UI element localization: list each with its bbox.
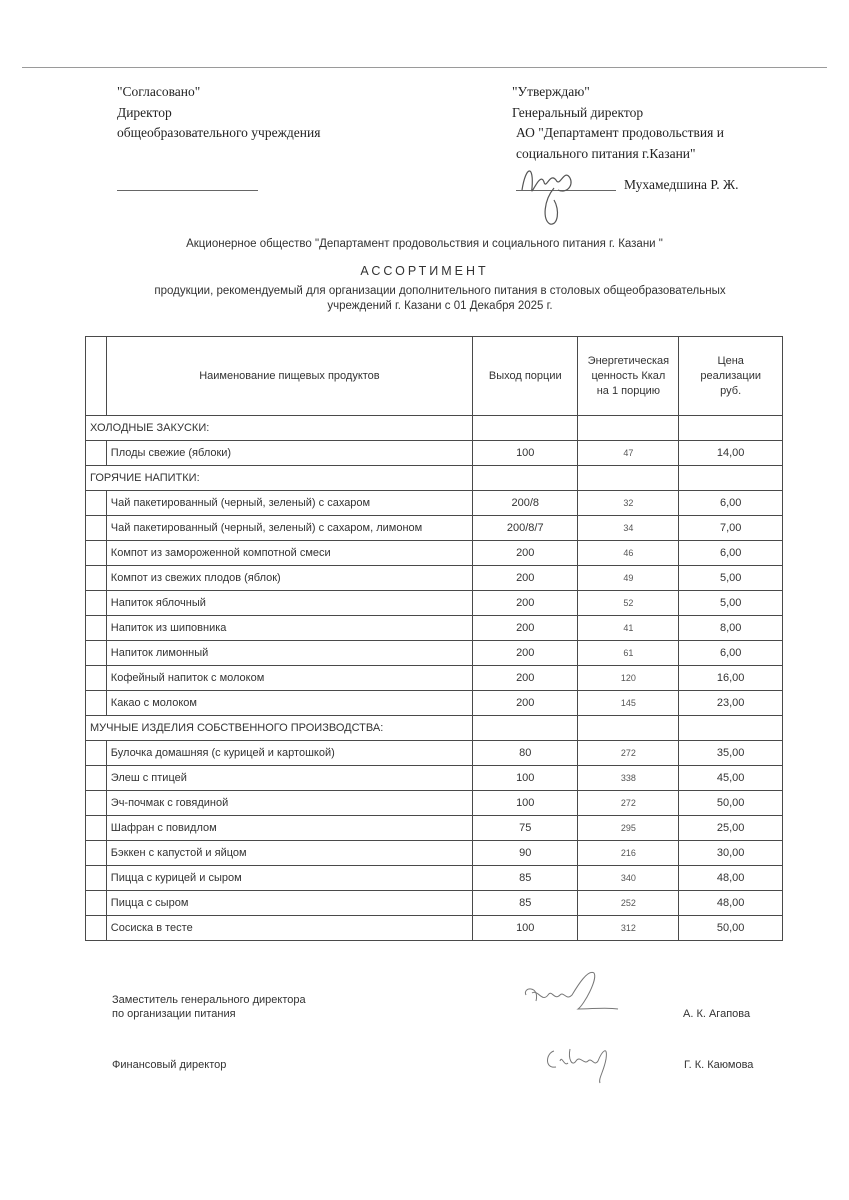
empty-cell (578, 716, 679, 741)
index-cell (86, 816, 107, 841)
index-cell (86, 766, 107, 791)
empty-cell (679, 416, 783, 441)
product-kcal: 120 (578, 666, 679, 691)
index-cell (86, 916, 107, 941)
table-row (86, 566, 783, 591)
signature-icon-deputy (518, 965, 628, 1020)
product-yield: 200/8/7 (473, 516, 578, 541)
header-price (679, 337, 783, 416)
product-name: Напиток яблочный (106, 591, 472, 616)
table-row (86, 591, 783, 616)
table-row (86, 791, 783, 816)
table-row (86, 541, 783, 566)
product-price: 6,00 (679, 541, 783, 566)
product-kcal: 49 (578, 566, 679, 591)
table-row (86, 691, 783, 716)
product-price: 25,00 (679, 816, 783, 841)
product-price: 45,00 (679, 766, 783, 791)
deputy-director-title (112, 993, 306, 1021)
product-name: Компот из замороженной компотной смеси (106, 541, 472, 566)
section-title: ГОРЯЧИЕ НАПИТКИ: (86, 466, 473, 491)
empty-cell (473, 466, 578, 491)
product-kcal: 34 (578, 516, 679, 541)
signature-icon-finance (540, 1035, 620, 1085)
index-cell (86, 566, 107, 591)
product-yield: 90 (473, 841, 578, 866)
product-kcal: 41 (578, 616, 679, 641)
index-cell (86, 616, 107, 641)
subtitle-line1: продукции, рекомендуемый для организации дополнительного питания в столовых общеобразовательных (154, 285, 726, 297)
product-yield: 75 (473, 816, 578, 841)
scan-edge-line (22, 67, 827, 68)
approval-block-approved (512, 82, 724, 164)
product-price: 6,00 (679, 491, 783, 516)
product-price: 16,00 (679, 666, 783, 691)
product-name: Кофейный напиток с молоком (106, 666, 472, 691)
product-yield: 200 (473, 641, 578, 666)
agreed-stamp: "Согласовано" (117, 84, 201, 99)
empty-cell (578, 416, 679, 441)
index-cell (86, 591, 107, 616)
deputy-title-line2: по организации питания (112, 1008, 236, 1020)
empty-cell (578, 466, 679, 491)
product-yield: 100 (473, 766, 578, 791)
index-cell (86, 516, 107, 541)
product-kcal: 61 (578, 641, 679, 666)
section-title: ХОЛОДНЫЕ ЗАКУСКИ: (86, 416, 473, 441)
product-yield: 200 (473, 616, 578, 641)
product-kcal: 252 (578, 891, 679, 916)
table-row (86, 666, 783, 691)
product-yield: 200 (473, 666, 578, 691)
approved-org-line1: АО "Департамент продовольствия и (516, 125, 724, 140)
assortment-table (85, 336, 783, 941)
index-cell (86, 666, 107, 691)
approved-stamp: "Утверждаю" (512, 84, 590, 99)
product-price: 48,00 (679, 866, 783, 891)
product-name: Компот из свежих плодов (яблок) (106, 566, 472, 591)
product-kcal: 47 (578, 441, 679, 466)
index-cell (86, 691, 107, 716)
product-name: Пицца с сыром (106, 891, 472, 916)
product-yield: 85 (473, 866, 578, 891)
product-price: 6,00 (679, 641, 783, 666)
product-name: Шафран с повидлом (106, 816, 472, 841)
table-row (86, 491, 783, 516)
product-kcal: 216 (578, 841, 679, 866)
product-yield: 80 (473, 741, 578, 766)
product-price: 50,00 (679, 791, 783, 816)
product-price: 8,00 (679, 616, 783, 641)
header-kcal-line1: Энергетическая (587, 354, 670, 367)
product-name: Плоды свежие (яблоки) (106, 441, 472, 466)
header-kcal (578, 337, 679, 416)
product-yield: 100 (473, 916, 578, 941)
product-kcal: 272 (578, 791, 679, 816)
index-cell (86, 866, 107, 891)
product-name: Чай пакетированный (черный, зеленый) с сахаром (106, 491, 472, 516)
agreed-institution: общеобразовательного учреждения (117, 125, 321, 140)
table-row (86, 516, 783, 541)
product-kcal: 272 (578, 741, 679, 766)
table-row (86, 766, 783, 791)
product-price: 35,00 (679, 741, 783, 766)
product-name: Напиток из шиповника (106, 616, 472, 641)
document-title: АССОРТИМЕНТ (360, 264, 489, 278)
approved-position: Генеральный директор (512, 104, 644, 120)
header-price-line3: руб. (720, 384, 742, 397)
empty-cell (473, 416, 578, 441)
approved-signer-name: Мухамедшина Р. Ж. (624, 177, 739, 192)
table-header-row (86, 337, 783, 416)
document-subtitle (100, 284, 780, 314)
deputy-title-line1: Заместитель генерального директора (112, 994, 306, 1006)
product-name: Какао с молоком (106, 691, 472, 716)
product-yield: 200 (473, 691, 578, 716)
header-name: Наименование пищевых продуктов (106, 337, 472, 416)
index-cell (86, 891, 107, 916)
section-row-cold-snacks (86, 416, 783, 441)
section-row-bakery (86, 716, 783, 741)
index-cell (86, 491, 107, 516)
product-price: 5,00 (679, 591, 783, 616)
table-row (86, 866, 783, 891)
table-row (86, 816, 783, 841)
approval-block-agreed (117, 82, 320, 144)
product-price: 48,00 (679, 891, 783, 916)
product-kcal: 145 (578, 691, 679, 716)
table-row (86, 441, 783, 466)
empty-cell (679, 716, 783, 741)
product-name: Напиток лимонный (106, 641, 472, 666)
product-kcal: 295 (578, 816, 679, 841)
table-row (86, 616, 783, 641)
product-kcal: 32 (578, 491, 679, 516)
table-row (86, 741, 783, 766)
product-name: Сосиска в тесте (106, 916, 472, 941)
empty-cell (679, 466, 783, 491)
index-cell (86, 741, 107, 766)
product-name: Эч-почмак с говядиной (106, 791, 472, 816)
product-kcal: 46 (578, 541, 679, 566)
product-name: Чай пакетированный (черный, зеленый) с сахаром, лимоном (106, 516, 472, 541)
product-kcal: 338 (578, 766, 679, 791)
header-price-line2: реализации (700, 369, 761, 382)
product-kcal: 52 (578, 591, 679, 616)
product-yield: 200 (473, 591, 578, 616)
product-price: 14,00 (679, 441, 783, 466)
index-cell (86, 841, 107, 866)
product-price: 50,00 (679, 916, 783, 941)
product-kcal: 312 (578, 916, 679, 941)
product-kcal: 340 (578, 866, 679, 891)
product-price: 23,00 (679, 691, 783, 716)
section-row-hot-drinks (86, 466, 783, 491)
table-row (86, 641, 783, 666)
table-row (86, 916, 783, 941)
product-price: 5,00 (679, 566, 783, 591)
product-yield: 85 (473, 891, 578, 916)
header-kcal-line2: ценность Ккал (591, 369, 666, 382)
header-price-line1: Цена (717, 354, 744, 367)
organization-name: Акционерное общество "Департамент продовольствия и социального питания г. Казани " (186, 238, 663, 250)
header-index-cell (86, 337, 107, 416)
product-yield: 100 (473, 791, 578, 816)
product-yield: 200/8 (473, 491, 578, 516)
product-name: Бэккен с капустой и яйцом (106, 841, 472, 866)
empty-cell (473, 716, 578, 741)
subtitle-line2: учреждений г. Казани с 01 Декабря 2025 г. (327, 300, 553, 312)
table-row (86, 841, 783, 866)
product-yield: 100 (473, 441, 578, 466)
product-yield: 200 (473, 541, 578, 566)
product-name: Пицца с курицей и сыром (106, 866, 472, 891)
finance-director-title: Финансовый директор (112, 1059, 227, 1071)
index-cell (86, 791, 107, 816)
deputy-director-name: А. К. Агапова (683, 1008, 751, 1020)
index-cell (86, 641, 107, 666)
index-cell (86, 441, 107, 466)
signature-line-agreed (117, 190, 258, 191)
finance-director-name: Г. К. Каюмова (684, 1059, 754, 1071)
product-name: Элеш с птицей (106, 766, 472, 791)
section-title: МУЧНЫЕ ИЗДЕЛИЯ СОБСТВЕННОГО ПРОИЗВОДСТВА: (86, 716, 473, 741)
product-price: 7,00 (679, 516, 783, 541)
header-yield: Выход порции (473, 337, 578, 416)
approved-org-line2: социального питания г.Казани" (516, 145, 696, 161)
product-name: Булочка домашняя (с курицей и картошкой) (106, 741, 472, 766)
agreed-position: Директор (117, 104, 172, 120)
product-price: 30,00 (679, 841, 783, 866)
header-kcal-line3: на 1 порцию (596, 384, 661, 397)
table-row (86, 891, 783, 916)
signature-icon-general-director (514, 160, 594, 230)
index-cell (86, 541, 107, 566)
product-yield: 200 (473, 566, 578, 591)
